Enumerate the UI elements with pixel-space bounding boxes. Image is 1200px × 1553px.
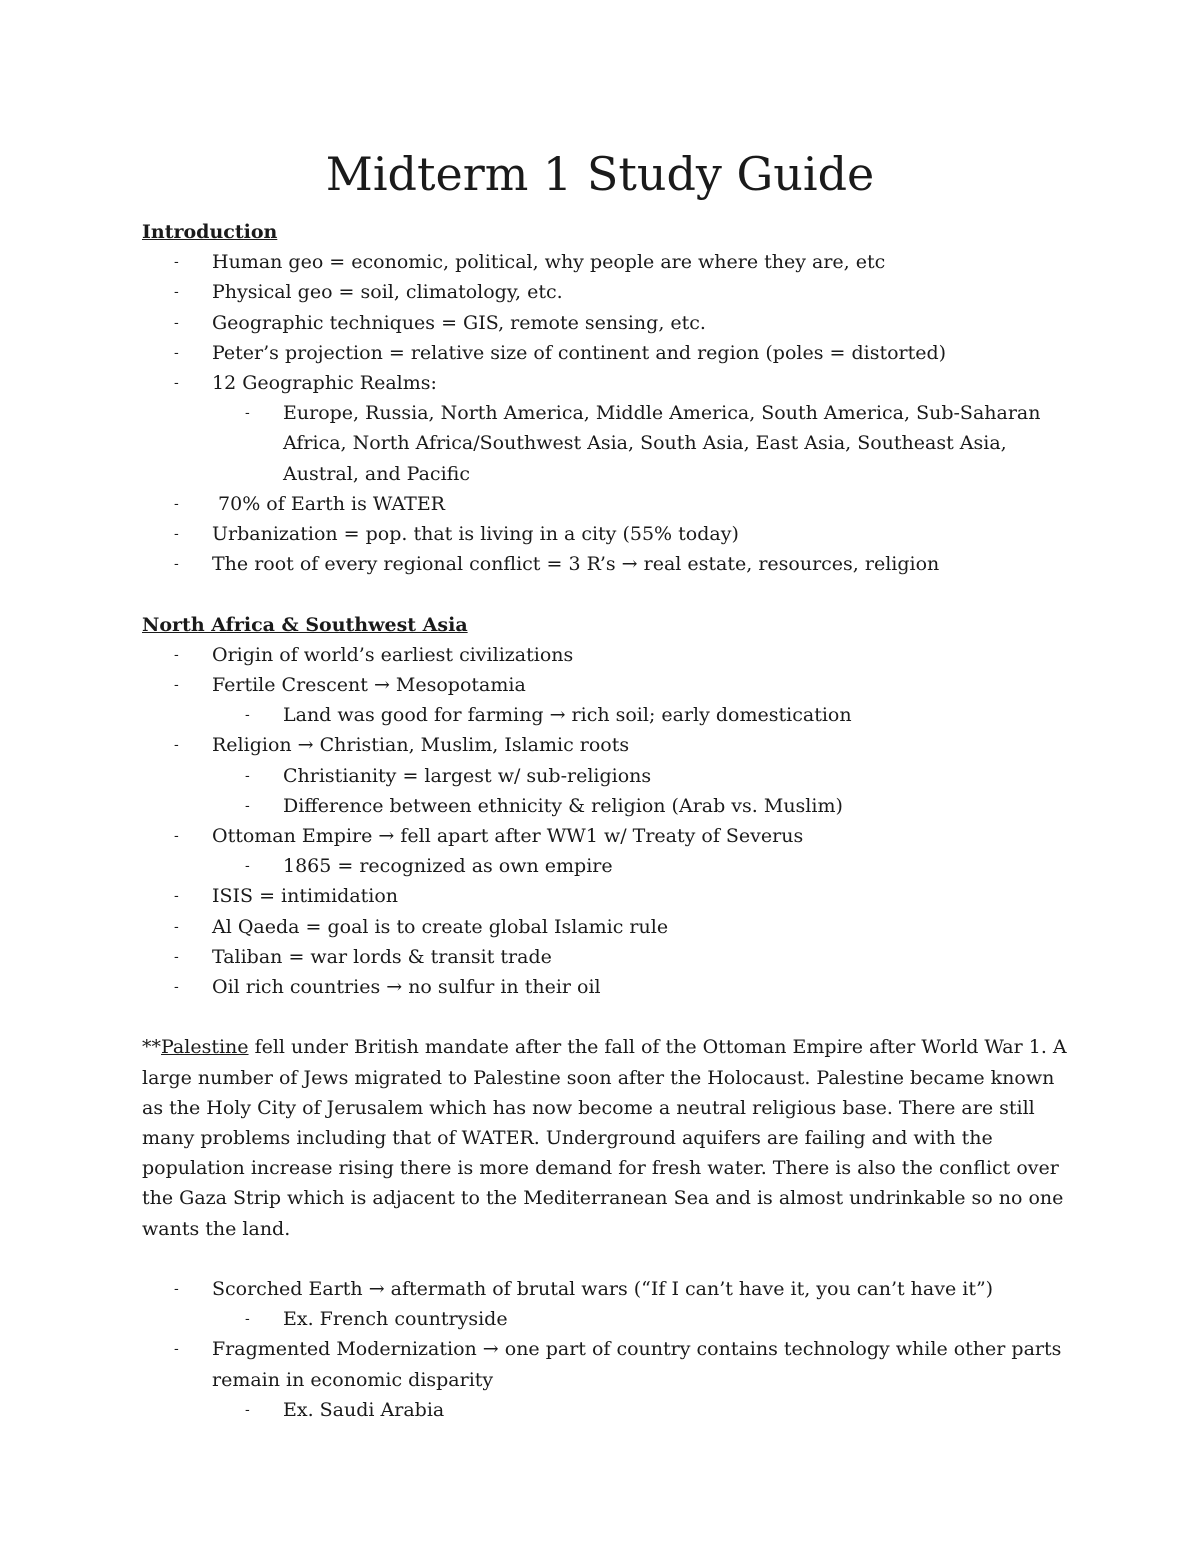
list-item [142,549,1072,579]
bullet-dash-icon: - [245,858,250,875]
list-item-text: Oil rich countries → no sulfur in their oil [212,976,601,999]
section-heading-north-africa [142,610,1072,640]
sub-list-item [142,398,1072,489]
list-item [142,640,1072,670]
bullet-dash-icon: - [245,1311,250,1328]
bullet-dash-icon: - [174,344,179,361]
bullet-dash-icon: - [174,495,179,512]
bullet-dash-icon: - [245,797,250,814]
bullet-dash-icon: - [245,405,250,422]
list-item [142,881,1072,911]
bullet-dash-icon: - [245,767,250,784]
sub-list-item [142,851,1072,881]
list-item [142,972,1072,1002]
bullet-dash-icon: - [174,737,179,754]
list-item [142,1274,1072,1304]
bullet-dash-icon: - [174,375,179,391]
bullet-dash-icon: - [174,314,179,331]
paragraph-prefix: ** [142,1036,161,1059]
bullet-dash-icon: - [174,1341,179,1358]
list-item-text: Urbanization = pop. that is living in a city (55% today) [212,523,739,546]
bullet-dash-icon: - [174,526,179,543]
list-item [142,821,1072,851]
heading-text: Introduction [142,221,278,243]
list-item [142,1334,1072,1394]
list-item [142,912,1072,942]
list-item [142,368,1072,398]
heading-text: North Africa & Southwest Asia [142,613,468,636]
list-item-text: Fragmented Modernization → one part of country contains technology while other parts remain in economic disparity [212,1338,1062,1391]
bullet-dash-icon: - [245,1401,250,1418]
list-item-text: 70% of Earth is WATER [212,492,445,515]
list-item-text: Peter’s projection = relative size of continent and region (poles = distorted) [212,341,947,364]
document-body [142,217,1072,1425]
list-item-text: Europe, Russia, North America, Middle America, South America, Sub-Saharan Africa, North Africa/Southwest Asia, South Asia, East Asia, Southeast Asia, Austral, and Pacific [283,402,1041,485]
spacer [142,1244,1072,1274]
bullet-dash-icon: - [174,556,179,573]
bullet-dash-icon: - [174,646,179,663]
list-item-text: Al Qaeda = goal is to create global Islamic rule [212,915,669,938]
list-item-text: Difference between ethnicity & religion (Arab vs. Muslim) [283,794,843,817]
paragraph-text: fell under British mandate after the fall of the Ottoman Empire after World War 1. A large number of Jews migrated to Palestine soon after the Holocaust. Palestine became known as the Holy City of Jerusalem which has now become a neutral religious base. There are still many problems including that of WATER. Underground aquifers are failing and with the population increase rising there is more demand for fresh water. There is also the conflict over the Gaza Strip which is adjacent to the Mediterranean Sea and is almost undrinkable so no one wants the land. [142,1036,1067,1240]
list-item-text: Geographic techniques = GIS, remote sensing, etc. [212,311,706,334]
sub-list-item [142,700,1072,730]
list-item [142,489,1072,519]
bullet-dash-icon: - [245,707,250,724]
list-item-text: Religion → Christian, Muslim, Islamic roots [212,734,630,757]
list-item-text: Ottoman Empire → fell apart after WW1 w/ Treaty of Severus [212,825,804,848]
bullet-dash-icon: - [174,828,179,845]
spacer [142,1002,1072,1032]
bullet-dash-icon: - [174,888,179,905]
list-item-text: Ex. Saudi Arabia [283,1398,445,1421]
list-item-text: ISIS = intimidation [212,885,399,908]
list-item [142,670,1072,700]
bullet-dash-icon: - [174,254,179,271]
list-item-text: Scorched Earth → aftermath of brutal wars (“If I can’t have it, you can’t have it”) [212,1278,994,1301]
list-item-text: The root of every regional conflict = 3 R’s → real estate, resources, religion [212,553,940,576]
list-item [142,942,1072,972]
list-item-text: Christianity = largest w/ sub-religions [283,764,652,787]
bullet-dash-icon: - [174,918,179,935]
list-item-text: Physical geo = soil, climatology, etc. [212,281,563,304]
list-item-text: Fertile Crescent → Mesopotamia [212,674,526,696]
sub-list-item [142,761,1072,791]
list-item-text: Ex. French countryside [283,1308,508,1331]
palestine-paragraph [142,1032,1072,1243]
list-item-text: Human geo = economic, political, why people are where they are, etc [212,251,886,274]
list-item [142,519,1072,549]
bullet-dash-icon: - [174,1281,179,1298]
list-item [142,730,1072,760]
sub-list-item [142,1304,1072,1334]
sub-list-item [142,1395,1072,1425]
list-item [142,338,1072,368]
list-item [142,247,1072,277]
page-title: Midterm 1 Study Guide [325,147,875,201]
list-item [142,277,1072,307]
list-item-text: Land was good for farming → rich soil; early domestication [283,704,852,727]
sub-list-item [142,791,1072,821]
list-item-text: 1865 = recognized as own empire [283,855,613,878]
bullet-dash-icon: - [174,677,179,693]
paragraph-underlined-term: Palestine [161,1036,249,1059]
section-heading-introduction [142,217,1072,247]
list-item [142,308,1072,338]
list-item-text: 12 Geographic Realms: [212,372,437,394]
bullet-dash-icon: - [174,979,179,996]
list-item-text: Taliban = war lords & transit trade [212,945,552,968]
bullet-dash-icon: - [174,948,179,965]
list-item-text: Origin of world’s earliest civilizations [212,643,574,666]
bullet-dash-icon: - [174,284,179,301]
spacer [142,579,1072,609]
